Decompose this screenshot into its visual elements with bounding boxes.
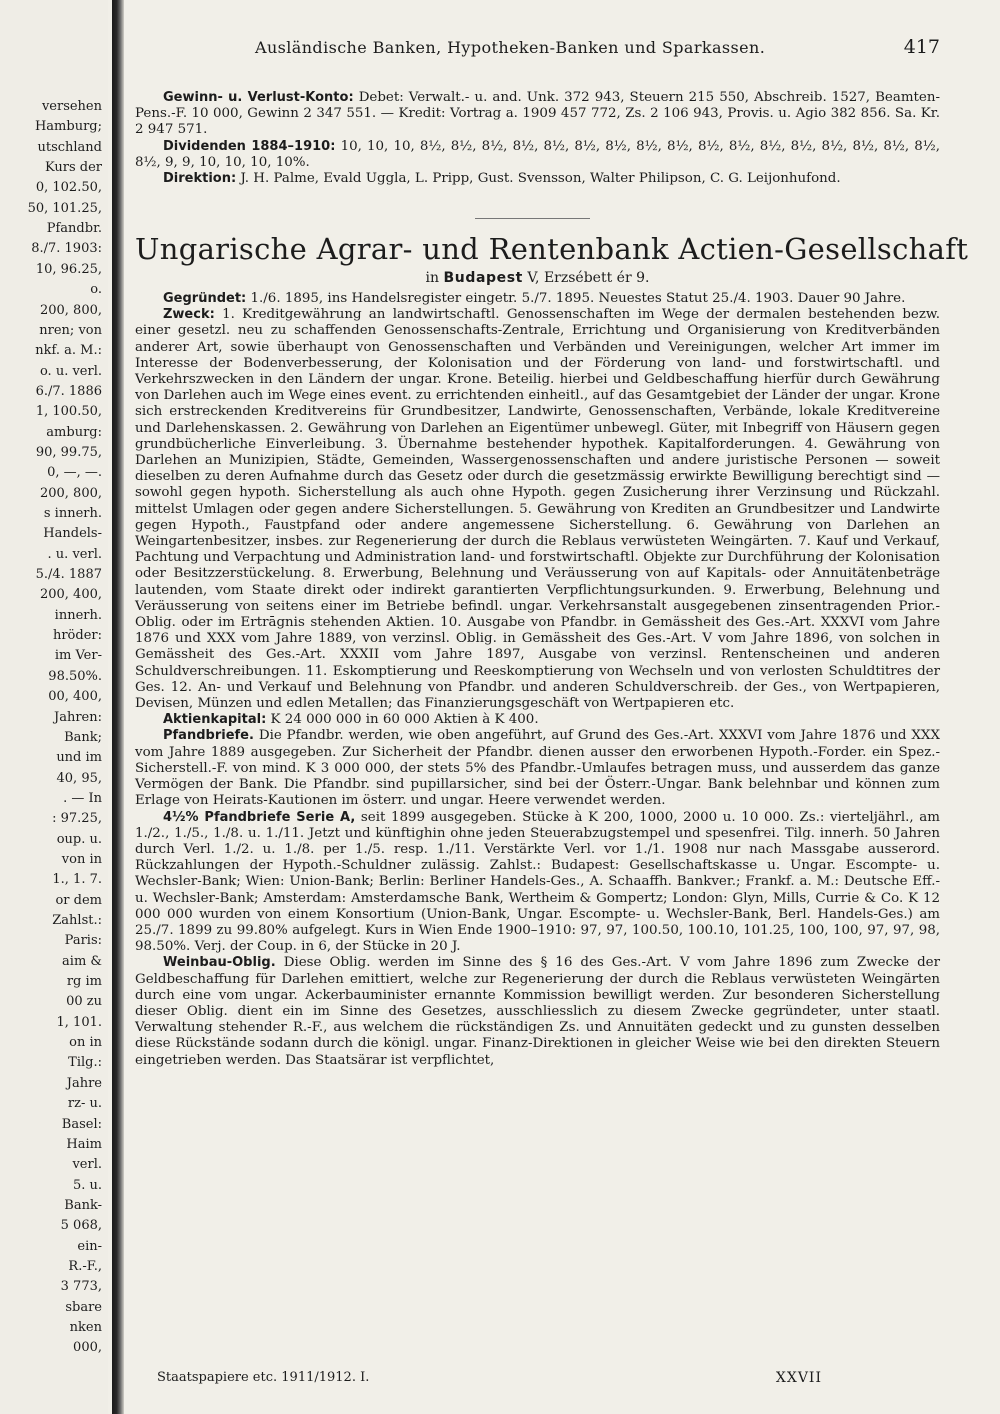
aktienkapital-paragraph: Aktienkapital: K 24 000 000 in 60 000 Aktien à K 400. [163, 712, 539, 728]
page-number: 417 [903, 36, 940, 58]
left-column-fragment: Pfandbr. [46, 221, 102, 237]
left-column-fragment: 50, 101.25, [27, 200, 102, 216]
footer-signature-right: XXVII [775, 1370, 822, 1386]
pfandbriefe-label: Pfandbriefe. [163, 728, 254, 744]
direktion-label: Direktion: [163, 171, 237, 187]
aktienkapital-label: Aktienkapital: [163, 712, 267, 728]
company-location: in Budapest V, Erzsébett ér 9. [425, 270, 650, 286]
left-column-fragment: Handels- [43, 526, 102, 542]
dividenden-paragraph: Dividenden 1884–1910: 10, 10, 10, 8½, 8½, 8½, 8½, 8½, 8½, 8½, 8½, 8½, 8½, 8½, 8½, 8½, 8½, 8½, 8½, 8½, 8½, 9, 9, 10, 10, 10, 10%. [135, 138, 940, 170]
footer-signature-left: Staatspapiere etc. 1911/1912. I. [157, 1370, 370, 1385]
left-column-fragment: 98.50%. [48, 668, 102, 684]
left-column-fragment: rg im [66, 974, 102, 990]
left-column-fragment: nken [69, 1320, 102, 1335]
left-column-fragment: ein- [77, 1238, 102, 1254]
dividenden-label: Dividenden 1884–1910: [163, 138, 336, 154]
adjacent-page-fragment-column [0, 0, 108, 1414]
left-column-fragment: Kurs der [44, 160, 102, 176]
left-column-fragment: von in [61, 851, 102, 867]
left-column-fragment: im Ver- [54, 648, 102, 664]
left-column-fragment: 90, 99.75, [35, 444, 102, 460]
running-header-title: Ausländische Banken, Hypotheken-Banken und Sparkassen. [255, 38, 766, 57]
left-column-fragment: Jahre [66, 1075, 102, 1091]
previous-entry-tail [135, 90, 940, 187]
left-column-fragment: Basel: [61, 1116, 102, 1132]
company-name-heading: Ungarische Agrar- und Rentenbank Actien-Gesellschaft [135, 232, 969, 266]
left-column-fragment: 00 zu [66, 994, 102, 1010]
left-column-fragment: oup. u. [56, 831, 102, 847]
left-column-fragment: utschland [37, 139, 102, 155]
left-column-fragment: hröder: [52, 628, 102, 644]
left-column-fragment: Bank; [64, 729, 102, 745]
left-column-fragment: 10, 96.25, [35, 261, 102, 277]
left-column-fragment: : 97.25, [52, 811, 102, 827]
gewinn-verlust-paragraph: Gewinn- u. Verlust-Konto: Debet: Verwalt.- u. and. Unk. 372 943, Steuern 215 550, Abschreib. 1527, Beamten-Pens.-F. 10 000, Gewinn 2 347 551. — Kredit: Vortrag a. 1909 457 772, Zs. 2 106 943, Provis. u. Agio 382 856. Sa. Kr. 2 947 571. [135, 90, 940, 138]
page-footer [135, 1370, 940, 1390]
left-column-fragment: Zahlst.: [52, 913, 102, 928]
left-column-fragment: nkf. a. M.: [35, 343, 102, 359]
weinbau-paragraph: Weinbau-Oblig. Diese Oblig. werden im Sinne des § 16 des Ges.-Art. V vom Jahre 1896 zum Zwecke der Geldbeschaffung für Darlehen emittiert, welche zur Regenerierung der durch die Reblaus verwüsteten Weingärten durch eine vom ungar. Ackerbauminister ernannte Kommission bewilligt werden. Zur besonderen Sicherstellung dieser Oblig. dient ein im Sinne des Gesetzes, ausschliesslich zu diesem Zwecke gegründeter, unter staatl. Verwaltung stehender R.-F., aus welchem die rückständigen Zs. und Annuitäten gedeckt und zu gunsten desselben diese Rückstände sodann durch die königl. ungar. Finanz-Direktionen in gleicher Weise wie bei den direkten Steuern eingetrieben werden. Das Staatsärar ist verpflichtet, [135, 955, 941, 1068]
left-column-fragment: s innerh. [43, 506, 102, 521]
left-column-fragment: 1, 101. [56, 1014, 102, 1030]
left-column-fragment: Paris: [64, 933, 102, 949]
gegruendet-paragraph: Gegründet: 1./6. 1895, ins Handelsregister eingetr. 5./7. 1895. Neuestes Statut 25./4. 1903. Dauer 90 Jahre. [163, 291, 906, 306]
left-column-fragment: sbare [65, 1299, 102, 1315]
zweck-paragraph: Zweck: 1. Kreditgewährung an landwirtschaftl. Genossenschaften im Wege der dermalen bestehenden bezw. einer gesetzl. neu zu schaffenden Genossenschafts-Zentrale, Errichtung und Organisierung von Kreditverbänden anderer Art, sowie überhaupt von Genossenschaften und Verbänden und Vereinigungen, welcher Art immer im Interesse der Bodenverbesserung, der Kolonisation und der Förderung von land- und forstwirtschaftl. und Verkehrszwecken in den Ländern der ungar. Krone. Beteilig. hierbei und Geldbeschaffung hierfür durch Gewährung von Darlehen auch im Wege eines event. zu errichtenden einheitl., auf das Gesamtgebiet der Länder der ungar. Krone sich erstreckenden Kreditvereins für Grundbesitzer, Landwirte, Genossenschaften, Verbände, lokale Kreditvereine und Darlehenskassen. 2. Gewährung von Darlehen an Eigentümer unbewegl. Güter, mit Inbegriff von Häusern gegen grundbücherliche Einverleibung. 3. Übernahme bestehender hypothek. Kapitalforderungen. 4. Gewährung von Darlehen an Munizipien, Städte, Gemeinden, Wassergenossenschaften und andere juristische Personen — soweit dieselben zu deren Aufnahme durch das Gesetz oder durch die gesetzmässig erwirkte Bewilligung berechtigt sind — sowohl gegen hypoth. Sicherstellung als auch ohne Hypoth. gegen Zusicherung ihrer Verzinsung und Rückzahl. mittelst Umlagen oder gegen andere Sicherstellungen. 5. Gewährung von Krediten an Grundbesitzer und Landwirte gegen Hypoth., Faustpfand oder andere angemessene Sicherstellung. 6. Gewährung von Darlehen an Weingartenbesitzer, insbes. zur Regenerierung der durch die Reblaus verwüsteten Weingärten. 7. Kauf und Verkauf, Pachtung und Verpachtung und Administration land- und forstwirtschaftl. Objekte zur Durchführung der Kolonisation oder Besitzzerstückelung. 8. Erwerbung, Belehnung und Veräusserung von auf Kapitals- oder Annuitätenbeträge lautenden, vom Staate direkt oder indirekt garantierten Verpflichtungsurkunden. 9. Erwerbung, Belehnung und Veräusserung von seitens einer im Betriebe befindl. ungar. Verkehrsanstalt ausgegebenen zinsentragenden Prior.-Oblig. oder im Ertrāgnis stehenden Aktien. 10. Ausgabe von Pfandbr. in Gemässheit des Ges.-Art. XXXVI vom Jahre 1876 und XXX vom Jahre 1889, von verzinsl. Oblig. in Gemässheit des Ges.-Art. V vom Jahre 1896, von solchen in Gemässheit des Ges.-Art. XXXII vom Jahre 1897, Ausgabe von verzinsl. Rentenscheinen und anderen Schuldverschreibungen. 11. Eskomptierung und Reeskomptierung von Wechseln und von verlosten Schuldtitres der Ges. 12. An- und Verkauf und Belehnung von Pfandbr. und anderen Schuldverschreib. der Ges., von Wertpapieren, Devisen, Münzen und edlen Metallen; das Finanzierungsgeschäft von Wertpapieren etc. [135, 307, 940, 712]
left-column-fragment: aim & [62, 953, 102, 969]
left-column-fragment: 3 773, [60, 1279, 102, 1295]
left-column-fragment: . — In [63, 790, 102, 806]
page-main [135, 0, 969, 1414]
left-column-fragment: o. [90, 282, 102, 298]
left-column-fragment: 0, —, —. [47, 465, 102, 481]
left-column-fragment: R.-F., [68, 1258, 102, 1274]
gegruendet-label: Gegründet: [163, 291, 247, 306]
left-column-fragment: 00, 400, [48, 689, 102, 705]
left-column-fragment: Tilg.: [68, 1055, 102, 1071]
page-gutter-shadow [112, 0, 124, 1414]
left-column-fragment: 1., 1. 7. [52, 872, 102, 888]
left-column-fragment: 1, 100.50, [35, 404, 102, 420]
left-column-fragment: verl. [72, 1157, 102, 1173]
serie-a-label: 4½% Pfandbriefe Serie A, [163, 809, 356, 825]
left-column-fragment: 5 068, [60, 1218, 102, 1234]
gewinn-verlust-label: Gewinn- u. Verlust-Konto: [163, 90, 354, 105]
left-column-fragment: Jahren: [54, 709, 102, 725]
left-column-fragment: Bank- [64, 1197, 102, 1213]
left-column-fragment: 000, [73, 1340, 102, 1356]
left-column-fragment: Hamburg; [34, 119, 102, 135]
zweck-label: Zweck: [163, 307, 215, 323]
left-column-fragment: versehen [41, 99, 102, 114]
left-column-fragment: amburg: [46, 424, 102, 440]
left-column-fragment: or dem [55, 892, 102, 908]
weinbau-label: Weinbau-Oblig. [163, 955, 276, 971]
left-column-fragment: 5./4. 1887 [35, 567, 102, 583]
pfandbriefe-paragraph: Pfandbriefe. Die Pfandbr. werden, wie oben angeführt, auf Grund des Ges.-Art. XXXVI vom Jahre 1876 und XXX vom Jahre 1889 ausgegeben. Zur Sicherheit der Pfandbr. dienen ausser den erworbenen Hypoth.-Forder. ein Spez.-Sicherstell.-F. von mind. K 3 000 000, der stets 5% des Pfandbr.-Umlaufes betragen muss, und ausserdem das ganze Vermögen der Bank. Die Pfandbr. sind pupillarsicher, sind bei der Österr.-Ungar. Bank belehnbar und können zum Erlage von Heirats-Kautionen im österr. und ungar. Heere verwendet werden. [135, 728, 940, 809]
left-column-fragment: 6./7. 1886 [35, 383, 102, 399]
left-column-fragment: 200, 800, [39, 485, 102, 501]
direktion-paragraph: Direktion: J. H. Palme, Evald Uggla, L. Pripp, Gust. Svensson, Walter Philipson, C. G. Leijonhufond. [163, 171, 841, 187]
left-column-fragment: 200, 400, [39, 587, 102, 603]
running-header [135, 38, 940, 64]
company-city: Budapest [443, 270, 523, 286]
entry-divider-rule [475, 218, 590, 219]
left-column-fragment: . u. verl. [47, 546, 102, 562]
serie-a-paragraph: 4½% Pfandbriefe Serie A, seit 1899 ausgegeben. Stücke à K 200, 1000, 2000 u. 10 000. Zs.: vierteljährl., am 1./2., 1./5., 1./8. u. 1./11. Jetzt und künftighin ohne jeden Steuerabzugstempel und spesenfrei. Tilg. innerh. 50 Jahren durch Verl. 1./2. u. 1./8. per 1./5. resp. 1./11. Verstärkte Verl. vor 1./1. 1908 nur nach Massgabe ausserord. Rückzahlungen der Hypoth.-Schuldner zulässig. Zahlst.: Budapest: Gesellschaftskasse u. Ungar. Escompte- u. Wechsler-Bank; Wien: Union-Bank; Berlin: Berliner Handels-Ges., A. Schaaffh. Bankver.; Frankf. a. M.: Deutsche Eff.- u. Wechsler-Bank; Amsterdam: Amsterdamsche Bank, Wertheim & Gompertz; London: Glyn, Mills, Currie & Co. K 12 000 000 wurden von einem Konsortium (Union-Bank, Ungar. Escompte- u. Wechsler-Bank, Berl. Handels-Ges.) am 25./7. 1899 zu 99.80% aufgelegt. Kurs in Wien Ende 1900–1910: 97, 97, 100.50, 100.10, 101.25, 100, 100, 97, 97, 98, 98.50%. Verj. der Coup. in 6, der Stücke in 20 J. [135, 809, 940, 955]
left-column-fragment: 0, 102.50, [35, 180, 102, 196]
left-column-fragment: 8./7. 1903: [31, 241, 102, 257]
left-column-fragment: 5. u. [72, 1177, 102, 1193]
left-column-fragment: nren; von [39, 322, 102, 338]
left-column-fragment: Haim [66, 1136, 102, 1152]
left-column-fragment: o. u. verl. [39, 363, 102, 379]
left-column-fragment: und im [56, 750, 102, 766]
entry-body [135, 291, 940, 1069]
left-column-fragment: rz- u. [67, 1096, 102, 1112]
left-column-fragment: 40, 95, [56, 770, 102, 786]
left-column-fragment: innerh. [54, 607, 102, 623]
left-column-fragment: 200, 800, [39, 302, 102, 318]
left-column-fragment: on in [69, 1035, 102, 1051]
